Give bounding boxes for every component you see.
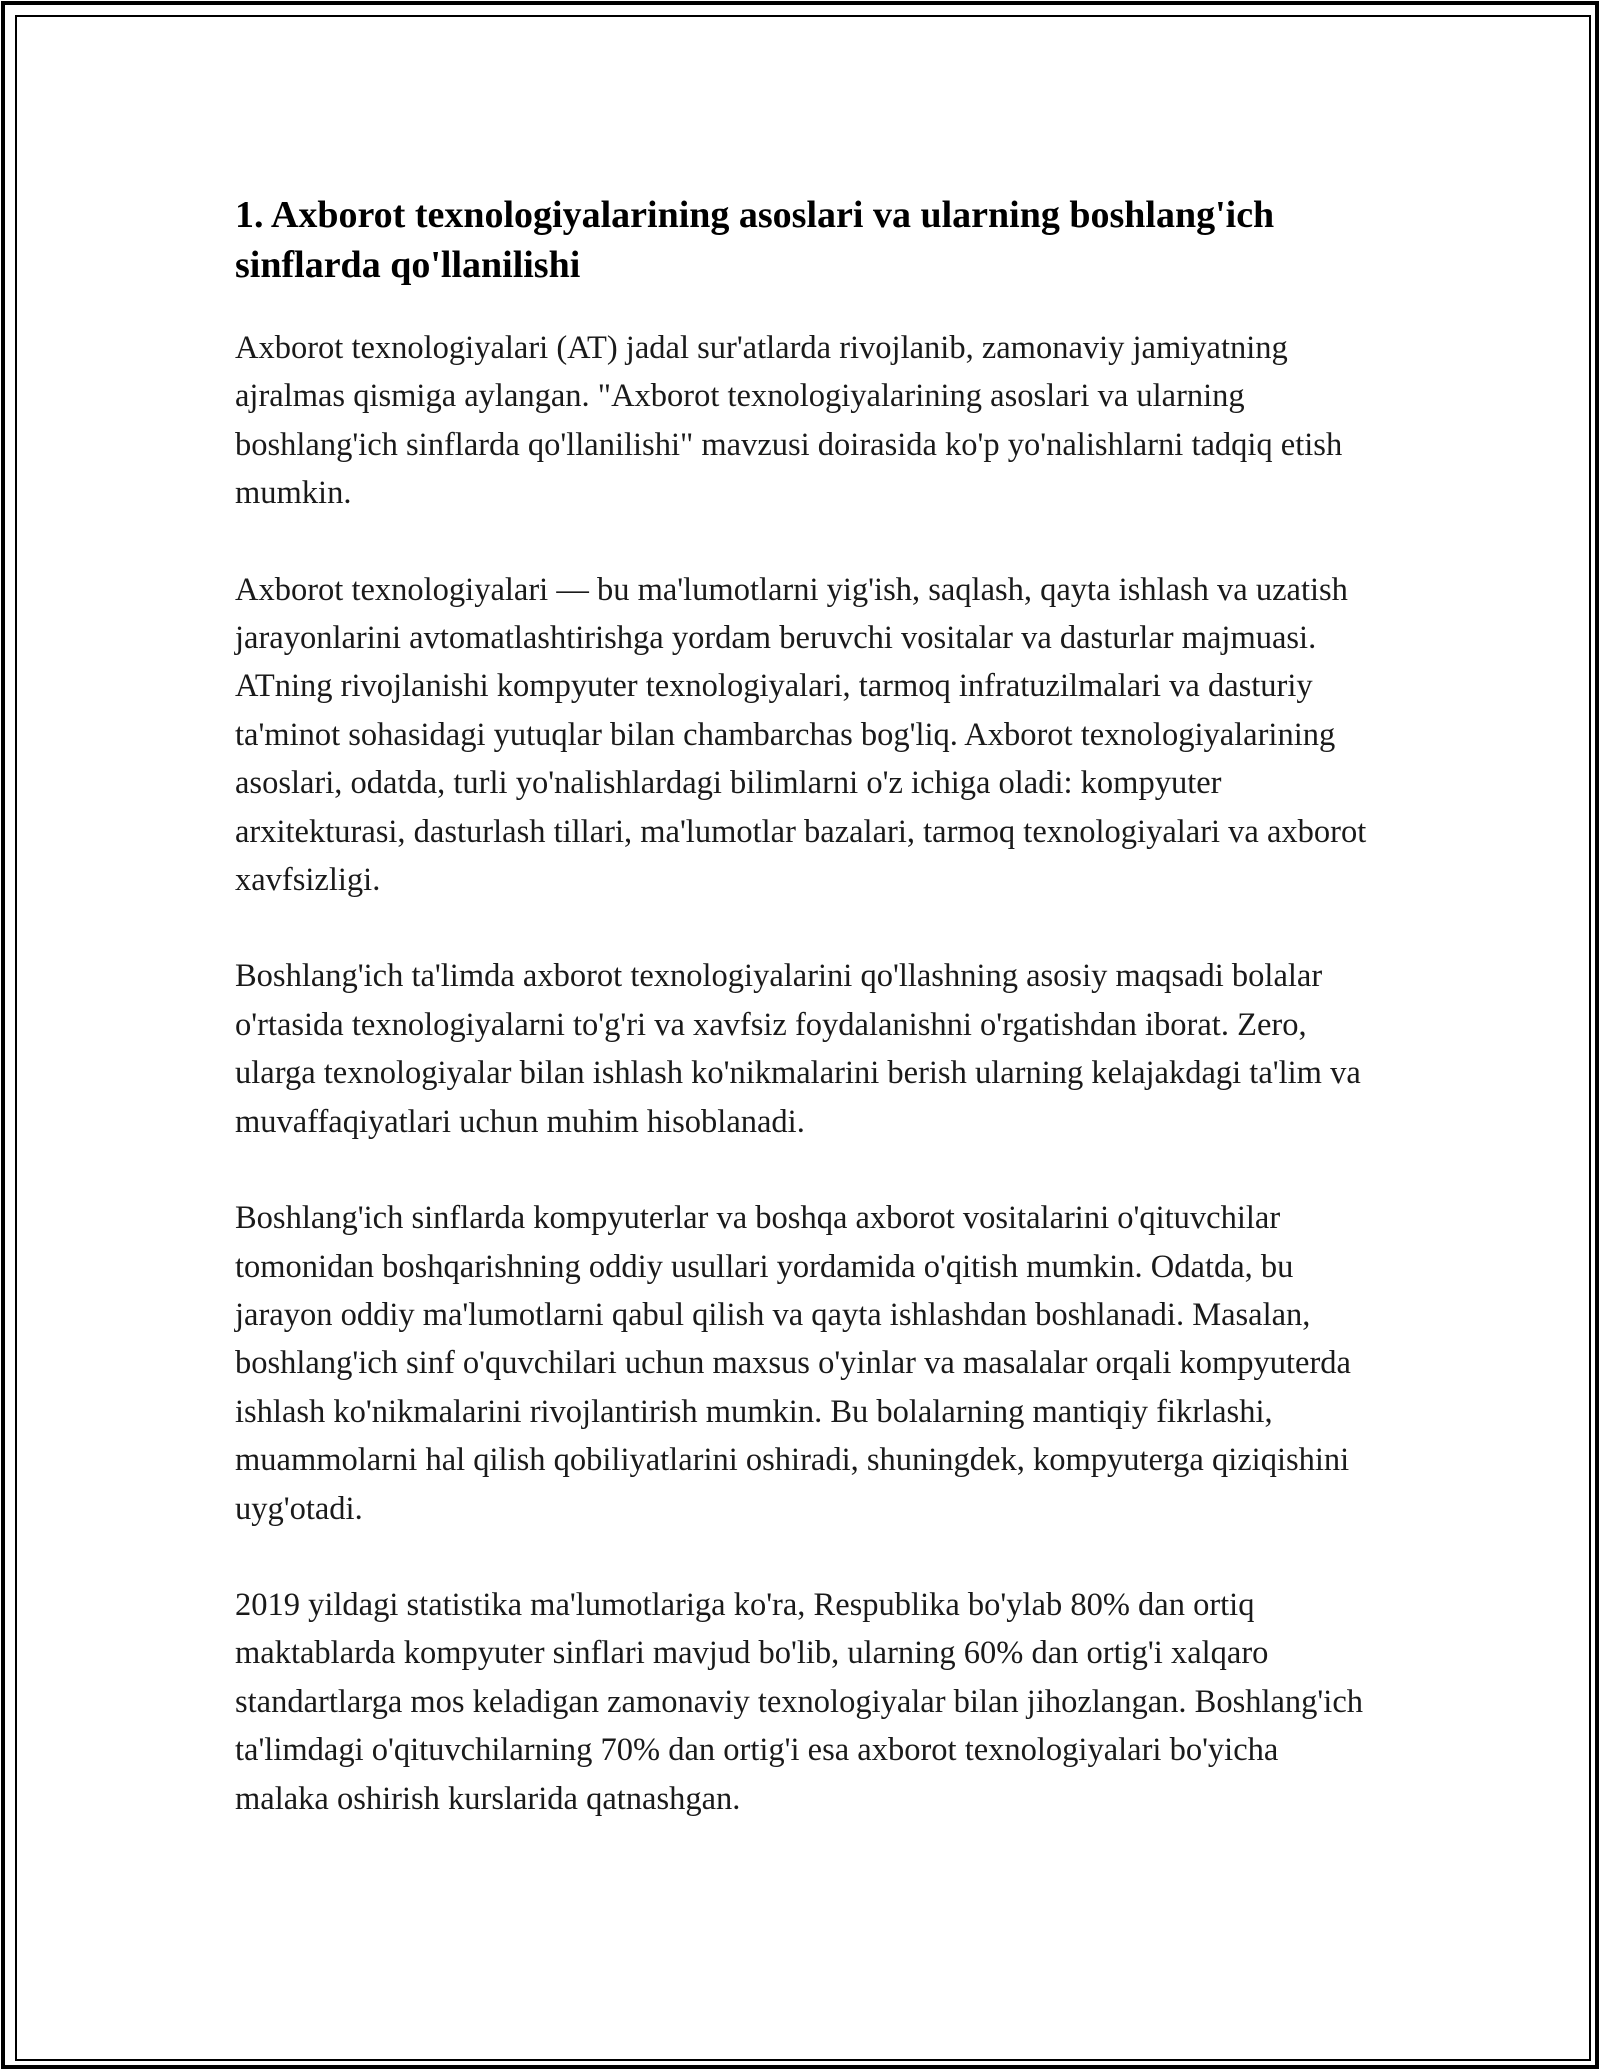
paragraph-primary-education-goal: Boshlang'ich ta'limda axborot texnologiyalarini qo'llashning asosiy maqsadi bolalar o'rtasida texnologiyalarni to'g'ri va xavfsiz foydalanishni o'rgatishdan iborat. Zero, ularga texnologiyalar bilan ishlash ko'nikmalarini berish ularning kelajakdagi ta'lim va muvaffaqiyatlari uchun muhim hisoblanadi. [235,958,1361,1140]
paragraph-teaching-methods: Boshlang'ich sinflarda kompyuterlar va boshqa axborot vositalarini o'qituvchilar tomonidan boshqarishning oddiy usullari yordamida o'qitish mumkin. Odatda, bu jarayon oddiy ma'lumotlarni qabul qilish va qayta ishlashdan boshlanadi. Masalan, boshlang'ich sinf o'quvchilari uchun maxsus o'yinlar va masalalar orqali kompyuterda ishlash ko'nikmalarini rivojlantirish mumkin. Bu bolalarning mantiqiy fikrlashi, muammolarni hal qilish qobiliyatlarini oshiradi, shuningdek, kompyuterga qiziqishini uyg'otadi. [235,1200,1351,1527]
paragraph-statistics: 2019 yildagi statistika ma'lumotlariga ko'ra, Respublika bo'ylab 80% dan ortiq maktablarda kompyuter sinflari mavjud bo'lib, ularning 60% dan ortig'i xalqaro standartlarga mos keladigan zamonaviy texnologiyalar bilan jihozlangan. Boshlang'ich ta'limdagi o'qituvchilarning 70% dan ortig'i esa axborot texnologiyalari bo'yicha malaka oshirish kurslarida qatnashgan. [235,1586,1363,1817]
paragraph-definition: Axborot texnologiyalari — bu ma'lumotlarni yig'ish, saqlash, qayta ishlash va uzatish jarayonlarini avtomatlashtirishga yordam beruvchi vositalar va dasturlar majmuasi. ATning rivojlanishi kompyuter texnologiyalari, tarmoq infratuzilmalari va dasturiy ta'minot sohasidagi yutuqlar bilan chambarchas bog'liq. Axborot texnologiyalarining asoslari, odatda, turli yo'nalishlardagi bilimlarni o'z ichiga oladi: kompyuter arxitekturasi, dasturlash tillari, ma'lumotlar bazalari, tarmoq texnologiyalari va axborot xavfsizligi. [235,571,1367,899]
page-title: 1. Axborot texnologiyalarining asoslari va ularning boshlang'ich sinflarda qo'llanilishi [235,194,1275,286]
paragraph-introduction: Axborot texnologiyalari (AT) jadal sur'atlarda rivojlanib, zamonaviy jamiyatning ajralmas qismiga aylangan. "Axborot texnologiyalarining asoslari va ularning boshlang'ich sinflarda qo'llanilishi" mavzusi doirasida ko'p yo'nalishlarni tadqiq etish mumkin. [235,330,1343,512]
document-body [235,190,1375,1871]
